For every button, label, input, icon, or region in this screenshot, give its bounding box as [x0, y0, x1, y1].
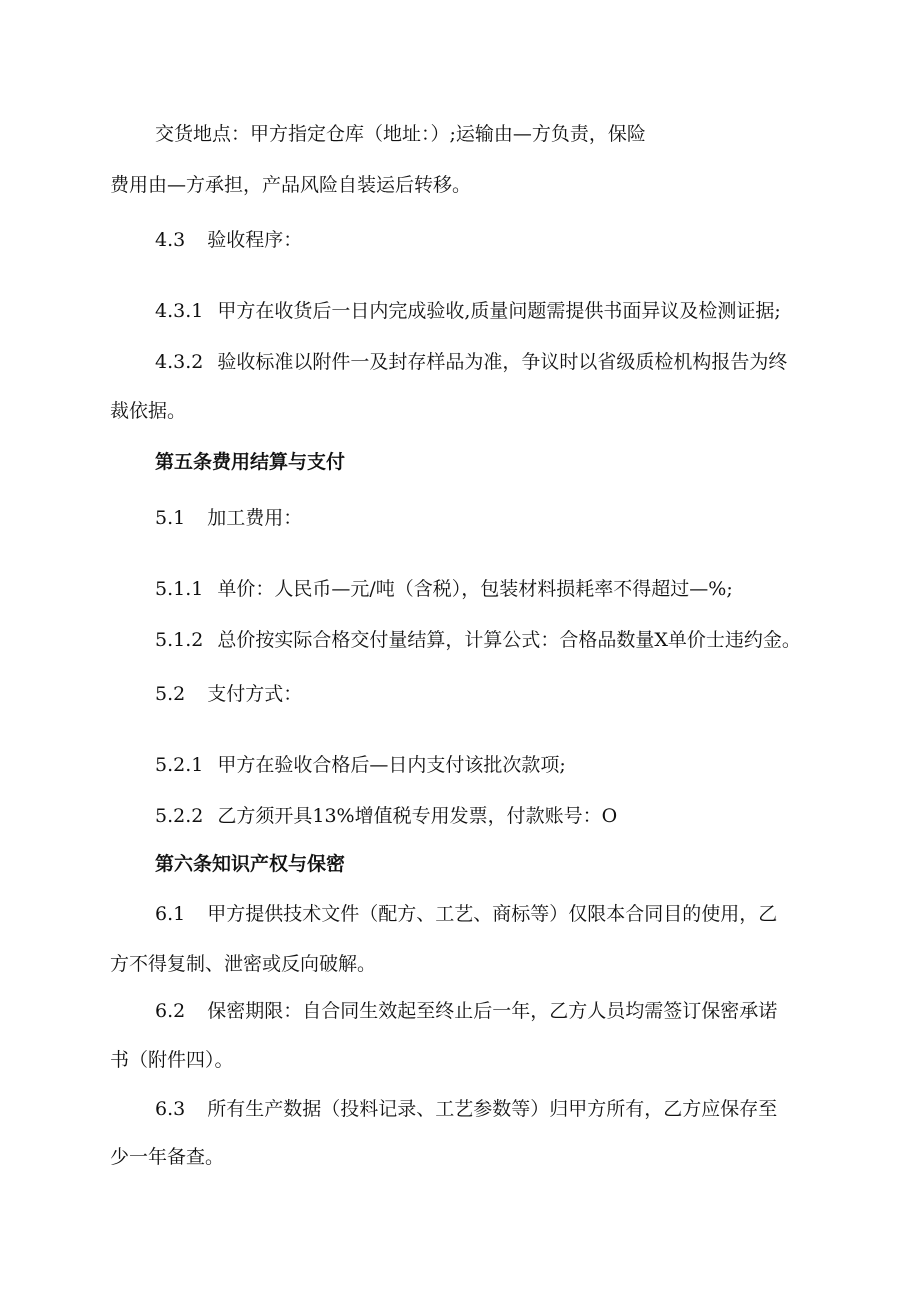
- clause-6-1: [155, 902, 777, 926]
- paragraph-delivery-location-cont: [110, 173, 471, 197]
- line-text: 乙方须开具13%增值税专用发票，付款账号：O: [217, 805, 618, 827]
- paragraph-delivery-location: [155, 122, 646, 146]
- line-text: 总价按实际合格交付量结算，计算公式：合格品数量X单价士违约金。: [217, 629, 801, 651]
- clause-5-1-1: [155, 577, 733, 601]
- clause-6-2: [155, 999, 777, 1023]
- clause-5-2-1: [155, 753, 566, 777]
- clause-number: 5.2.1: [155, 754, 204, 776]
- clause-5-2-2: [155, 804, 617, 828]
- clause-number: 5.1: [155, 507, 186, 529]
- line-text: 书（附件四）。: [110, 1049, 234, 1071]
- line-text: 少一年备查。: [110, 1146, 225, 1168]
- clause-6-2-cont: [110, 1048, 234, 1072]
- clause-4-3-2-cont: [110, 399, 186, 423]
- article-5-heading: [155, 450, 345, 474]
- clause-5-2: [155, 682, 302, 706]
- clause-6-1-cont: [110, 952, 376, 976]
- line-text: 交货地点：甲方指定仓库（地址：）;运输由—方负责，保险: [155, 123, 646, 145]
- clause-number: 5.1.2: [155, 629, 204, 651]
- clause-5-1: [155, 506, 302, 530]
- clause-number: 4.3: [155, 229, 186, 251]
- clause-6-3: [155, 1097, 777, 1121]
- article-6-heading: [155, 852, 345, 876]
- line-text: 验收程序：: [207, 229, 303, 251]
- line-text: 费用由—方承担，产品风险自装运后转移。: [110, 174, 472, 196]
- line-text: 单价：人民币—元/吨（含税），包装材料损耗率不得超过—%;: [217, 578, 733, 600]
- line-text: 甲方提供技术文件（配方、工艺、商标等）仅限本合同目的使用，乙: [207, 903, 778, 925]
- line-text: 加工费用：: [207, 507, 303, 529]
- clause-5-1-2: [155, 628, 801, 652]
- clause-4-3-1: [155, 299, 781, 323]
- clause-number: 6.3: [155, 1098, 186, 1120]
- clause-number: 5.1.1: [155, 578, 204, 600]
- line-text: 方不得复制、泄密或反向破解。: [110, 953, 377, 975]
- line-text: 支付方式：: [207, 683, 303, 705]
- clause-4-3-2: [155, 350, 787, 374]
- clause-6-3-cont: [110, 1145, 224, 1169]
- clause-4-3: [155, 228, 302, 252]
- clause-number: 5.2.2: [155, 805, 204, 827]
- clause-number: 4.3.1: [155, 300, 204, 322]
- line-text: 裁依据。: [110, 400, 187, 422]
- line-text: 第六条知识产权与保密: [155, 853, 346, 875]
- clause-number: 5.2: [155, 683, 186, 705]
- clause-number: 6.2: [155, 1000, 186, 1022]
- line-text: 所有生产数据（投料记录、工艺参数等）归甲方所有，乙方应保存至: [207, 1098, 778, 1120]
- line-text: 验收标准以附件一及封存样品为准，争议时以省级质检机构报告为终: [217, 351, 788, 373]
- line-text: 甲方在验收合格后—日内支付该批次款项;: [217, 754, 566, 776]
- clause-number: 6.1: [155, 903, 186, 925]
- line-text: 甲方在收货后一日内完成验收,质量问题需提供书面异议及检测证据;: [217, 300, 781, 322]
- line-text: 保密期限：自合同生效起至终止后一年，乙方人员均需签订保密承诺: [207, 1000, 778, 1022]
- clause-number: 4.3.2: [155, 351, 204, 373]
- line-text: 第五条费用结算与支付: [155, 451, 346, 473]
